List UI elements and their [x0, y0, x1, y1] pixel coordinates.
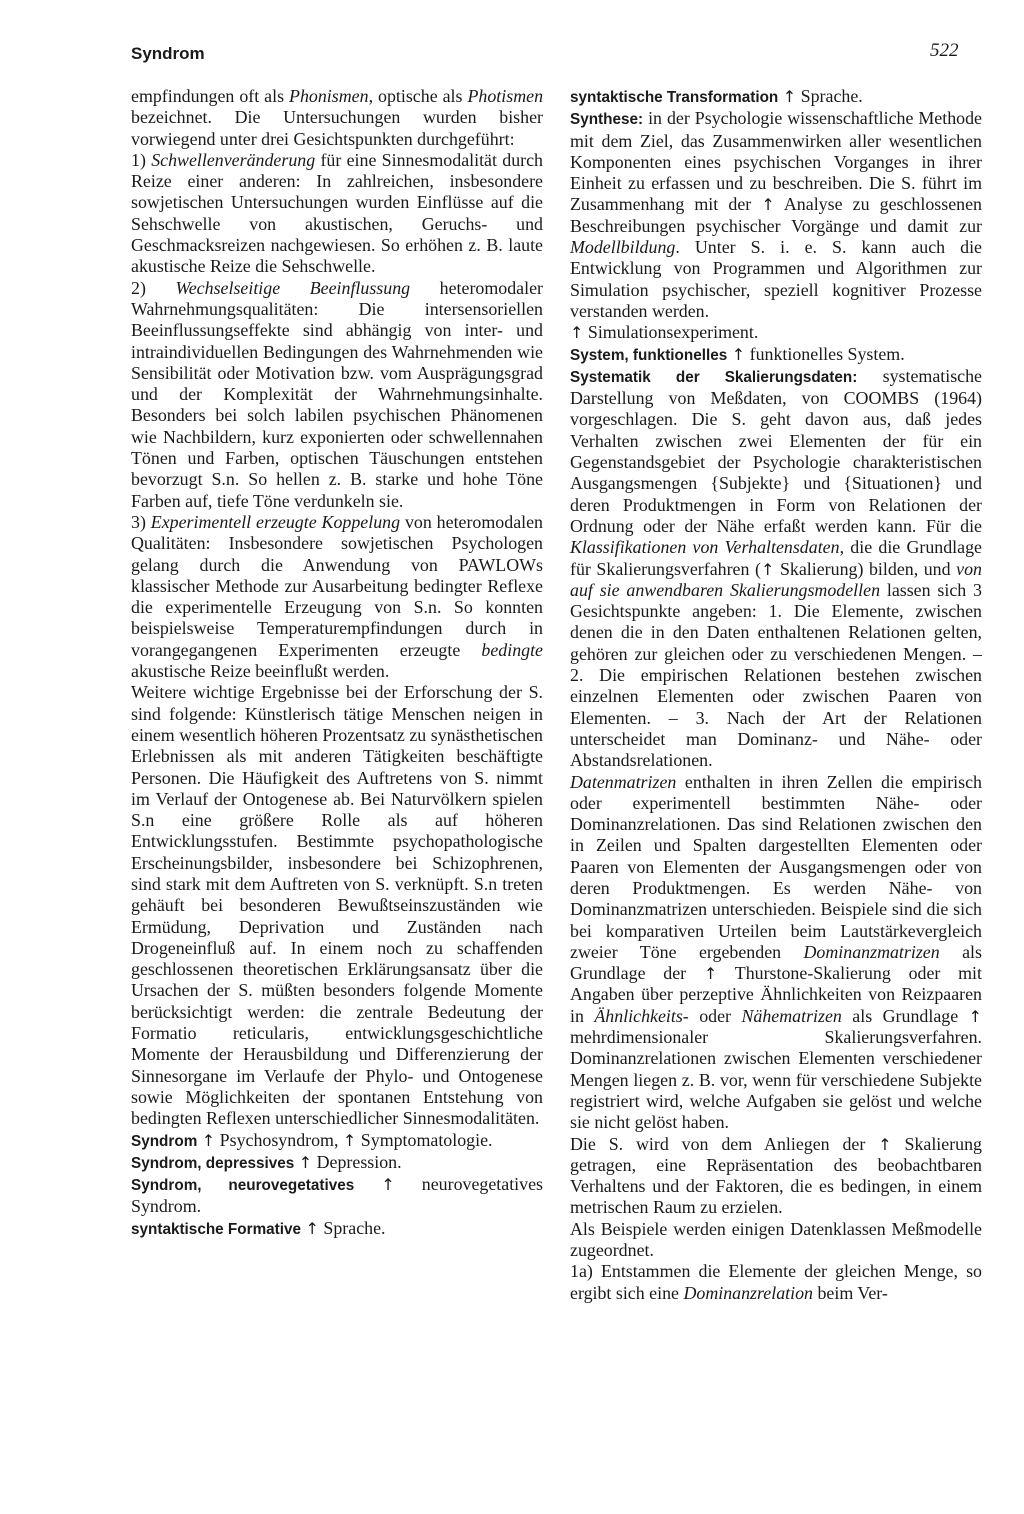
arrow-up-icon: ↑ [342, 1130, 357, 1150]
term-italic: Experimentell erzeugte Koppelung [150, 511, 401, 532]
numbered-item-1: 1) Schwellenveränderung für eine Sinnesmodalität durch Reize einer anderen: In zahlreichen, insbesondere sowjetischen Untersuchungen wurden Einflüsse auf die Sehschwelle von akustischen, Geruchs- und Geschmacksreizen nachgewiesen. So erhöhen z. B. laute akustische Reize die Sehschwelle. [131, 149, 543, 277]
arrow-up-icon: ↑ [782, 87, 797, 106]
entry-term: System, funktionelles [570, 346, 728, 364]
arrow-up-icon: ↑ [570, 323, 584, 343]
paragraph-1a: 1a) Entstammen die Elemente der gleichen Menge, so ergibt sich eine Dominanzrelation beim Ver- [570, 1261, 982, 1303]
term-italic: Ähnlichkeits- [594, 1005, 689, 1026]
entry-term: Syndrom [131, 1132, 198, 1150]
entry-syntaktische-transformation: syntaktische Transformation ↑ Sprache. [570, 86, 863, 106]
arrow-up-icon: ↑ [201, 1130, 216, 1150]
page-number: 522 [930, 40, 959, 61]
running-head: Syndrom [131, 44, 205, 63]
term-italic: Klassifikationen von Verhaltensdaten [570, 537, 840, 558]
paragraph-beispiele: Als Beispiele werden einigen Datenklassen Meßmodelle zugeordnet. [570, 1218, 982, 1261]
entry-syndrom-depressives: Syndrom, depressives ↑ Depression. [131, 1151, 402, 1172]
arrow-up-icon: ↑ [731, 344, 746, 364]
term-italic: Dominanzmatrizen [803, 941, 940, 962]
term-italic: Datenmatrizen [570, 771, 677, 792]
numbered-item-2: 2) Wechselseitige Beeinflussung heteromodaler Wahrnehmungsqualitäten: Die intersensoriellen Beeinflussungseffekte sind abhängig von inter- und intraindividuellen Bedingungen des Wahrnehmenden wie Sensibilität oder Motivation bzw. vom Ausprägungsgrad und der Komplexität der Wahrnehmungsinhalte. Besonders bei solch labilen psychischen Phänomenen wie Nachbildern, kurz exponierten oder schwellennahen Tönen und Farben, optischen Täuschungen entstehen bevorzugt S.n. So hellen z. B. starke und hohe Töne Farben auf, tiefe Töne verdunkeln sie. [131, 277, 543, 511]
arrow-up-icon: ↑ [305, 1218, 319, 1238]
arrow-up-icon: ↑ [703, 964, 718, 984]
entry-term: Systematik der Skalierungsdaten: [570, 368, 858, 386]
term-italic: Photismen [467, 86, 544, 106]
term-italic: Modellbildung [570, 237, 676, 258]
term-italic: Nähematrizen [741, 1005, 842, 1026]
paragraph-ergebnisse: Weitere wichtige Ergebnisse bei der Erforschung der S. sind folgende: Künstlerisch tätige Menschen neigen in einem wesentlich höheren Prozentsatz zu synästhetischen Erlebnissen als mit anderen Tätigkeiten beschäftigte Personen. Die Häufigkeit des Auftretens von S. nimmt im Verlauf der Ontogenese ab. Bei Naturvölkern spielen S.n eine größere Rolle als auf höheren Entwicklungsstufen. Bestimmte psychopathologische Erscheinungsbilder, insbesondere bei Schizophrenen, sind stark mit dem Auftreten von S. verknüpft. S.n treten gehäuft bei besonderen Bewußtseinszuständen wie Ermüdung, Deprivation und Zuständen nach Drogeneinfluß auf. In einem noch zu schaffenden geschlossenen theoretischen Erklärungsansatz über die Ursachen der S. müßten besonders folgende Momente berücksichtigt werden: die zentrale Bedeutung der Formatio reticularis, entwicklungsgeschichtliche Momente der Herausbildung und Differenzierung der Sinnesorgane im Verlaufe der Phylo- und Ontogenese sowie Möglichkeiten der spontanen Entstehung von bedingten Reflexen unterschiedlicher Sinnesmodalitäten. [131, 682, 543, 1129]
entry-term: syntaktische Formative [131, 1220, 302, 1238]
paragraph-phonismen: empfindungen oft als Phonismen, optische als Photismen bezeichnet. Die Untersuchungen wurden bisher vorwiegend unter drei Gesichtspunkten durchgeführt: [131, 86, 544, 149]
paragraph-skalierung: Die S. wird von dem Anliegen der ↑ Skalierung getragen, eine Repräsentation des beobachtbaren Verhaltens und der Faktoren, die es bedingen, in einem metrischen Raum zu erzielen. [570, 1133, 983, 1218]
term-italic: Phonismen [289, 86, 369, 106]
term-italic: Dominanzrelation [683, 1282, 813, 1303]
entry-term: syntaktische Transformation [570, 89, 779, 106]
entry-systematik-der-skalierungsdaten: Systematik der Skalierungsdaten: systematische Darstellung von Meßdaten, von COOMBS (1964) vorgeschlagen. Die S. geht davon aus, daß jedes Verhalten zwischen zwei Elementen der für ein Gegenstandsgebiet der Psychologie charakteristischen Ausgangsmengen {Subjekte} und {Situationen} und deren Produktmengen in Form von Relationen der Ordnung oder der Nähe erfaßt werden kann. Für die Klassifikationen von Verhaltensdaten, die die Grundlage für Skalierungsverfahren (↑ Skalierung) bilden, und von auf sie anwendbaren Skalierungsmodellen lassen sich 3 Gesichtspunkte angeben: 1. Die Elemente, zwischen denen die in den Daten enthaltenen Relationen gelten, gehören zur gleichen oder zu verschiedenen Mengen. – 2. Die empirischen Relationen bestehen zwischen einzelnen Elementen oder zwischen Paaren von Elementen. – 3. Nach der Art der Relationen unterscheidet man Dominanz- und Nähe- oder Abstandsrelationen. [570, 365, 982, 771]
entry-syndrom: Syndrom ↑ Psychosyndrom, ↑ Symptomatologie. [131, 1129, 493, 1150]
right-column [570, 86, 982, 1304]
arrow-up-icon: ↑ [761, 195, 775, 215]
entry-term: Synthese: [570, 111, 644, 129]
entry-synthese: Synthese: in der Psychologie wissenschaftliche Methode mit dem Ziel, das Zusammenwirken aller wesentlichen Komponenten eines psychischen Vorganges in ihrer Einheit zu erfassen und zu beschreiben. Die S. führt im Zusammenhang mit der ↑ Analyse zu geschlossenen Beschreibungen psychischer Vorgänge und damit zur Modellbildung. Unter S. i. e. S. kann auch die Entwicklung von Programmen und Algorithmen zur Simulation psychischer, speziell kognitiver Prozesse verstanden werden. [570, 108, 982, 321]
arrow-up-icon: ↑ [968, 1006, 983, 1026]
entry-term: Syndrom, depressives [131, 1154, 295, 1172]
entry-term: Syndrom, neurovegetatives [131, 1177, 355, 1195]
paragraph-datenmatrizen: Datenmatrizen enthalten in ihren Zellen die empirisch oder experimentell bestimmten Nähe- oder Dominanzrelationen. Das sind Relationen zwischen den in Zeilen und Spalten dargestellten Elementen oder Paaren von Elementen der Ausgangsmengen oder von deren Produktmengen. Es werden Nähe- von Dominanzmatrizen unterschieden. Beispiele sind die sich bei komparativen Urteilen beim Lautstärkevergleich zweier Töne ergebenden Dominanzmatrizen als Grundlage der ↑ Thurstone-Skalierung oder mit Angaben über perzeptive Ähnlichkeiten von Reizpaaren in Ähnlichkeits- oder Nähematrizen als Grundlage ↑ mehrdimensionaler Skalierungsverfahren. Dominanzrelationen zwischen Elementen verschiedener Mengen liegen z. B. vor, wenn für verschiedene Subjekte registriert wird, welche Aufgaben sie gelöst und welche sie nicht gelöst haben. [570, 771, 983, 1133]
entry-synthese-reference: ↑ Simulationsexperiment. [570, 322, 759, 343]
entry-syntaktische-formative: syntaktische Formative ↑ Sprache. [131, 1217, 386, 1238]
arrow-up-icon: ↑ [381, 1175, 395, 1195]
term-italic: von auf sie anwendbaren Skalierungsmodellen [570, 558, 982, 600]
term-italic: Schwellenveränderung [151, 149, 316, 170]
left-column [131, 86, 543, 1240]
arrow-up-icon: ↑ [878, 1134, 892, 1154]
numbered-item-3: 3) Experimentell erzeugte Koppelung von heteromodalen Qualitäten: Insbesondere sowjetischen Psychologen gelang durch die Anwendung von PAWLOWs klassischer Methode zur Ausarbeitung bedingter Reflexe die experimentelle Erzeugung von S.n. So konnten beispielsweise Temperaturempfindungen durch in vorangegangenen Experimenten erzeugte bedingte akustische Reize beeinflußt werden. [131, 511, 543, 682]
arrow-up-icon: ↑ [760, 559, 775, 579]
entry-syndrom-neurovegetatives: Syndrom, neurovegetatives ↑ neurovegetatives Syndrom. [131, 1174, 543, 1217]
term-italic: bedingte [481, 639, 543, 660]
entry-system-funktionelles: System, funktionelles ↑ funktionelles System. [570, 343, 905, 364]
term-italic: Wechselseitige Beeinflussung [175, 277, 411, 298]
arrow-up-icon: ↑ [298, 1152, 313, 1172]
